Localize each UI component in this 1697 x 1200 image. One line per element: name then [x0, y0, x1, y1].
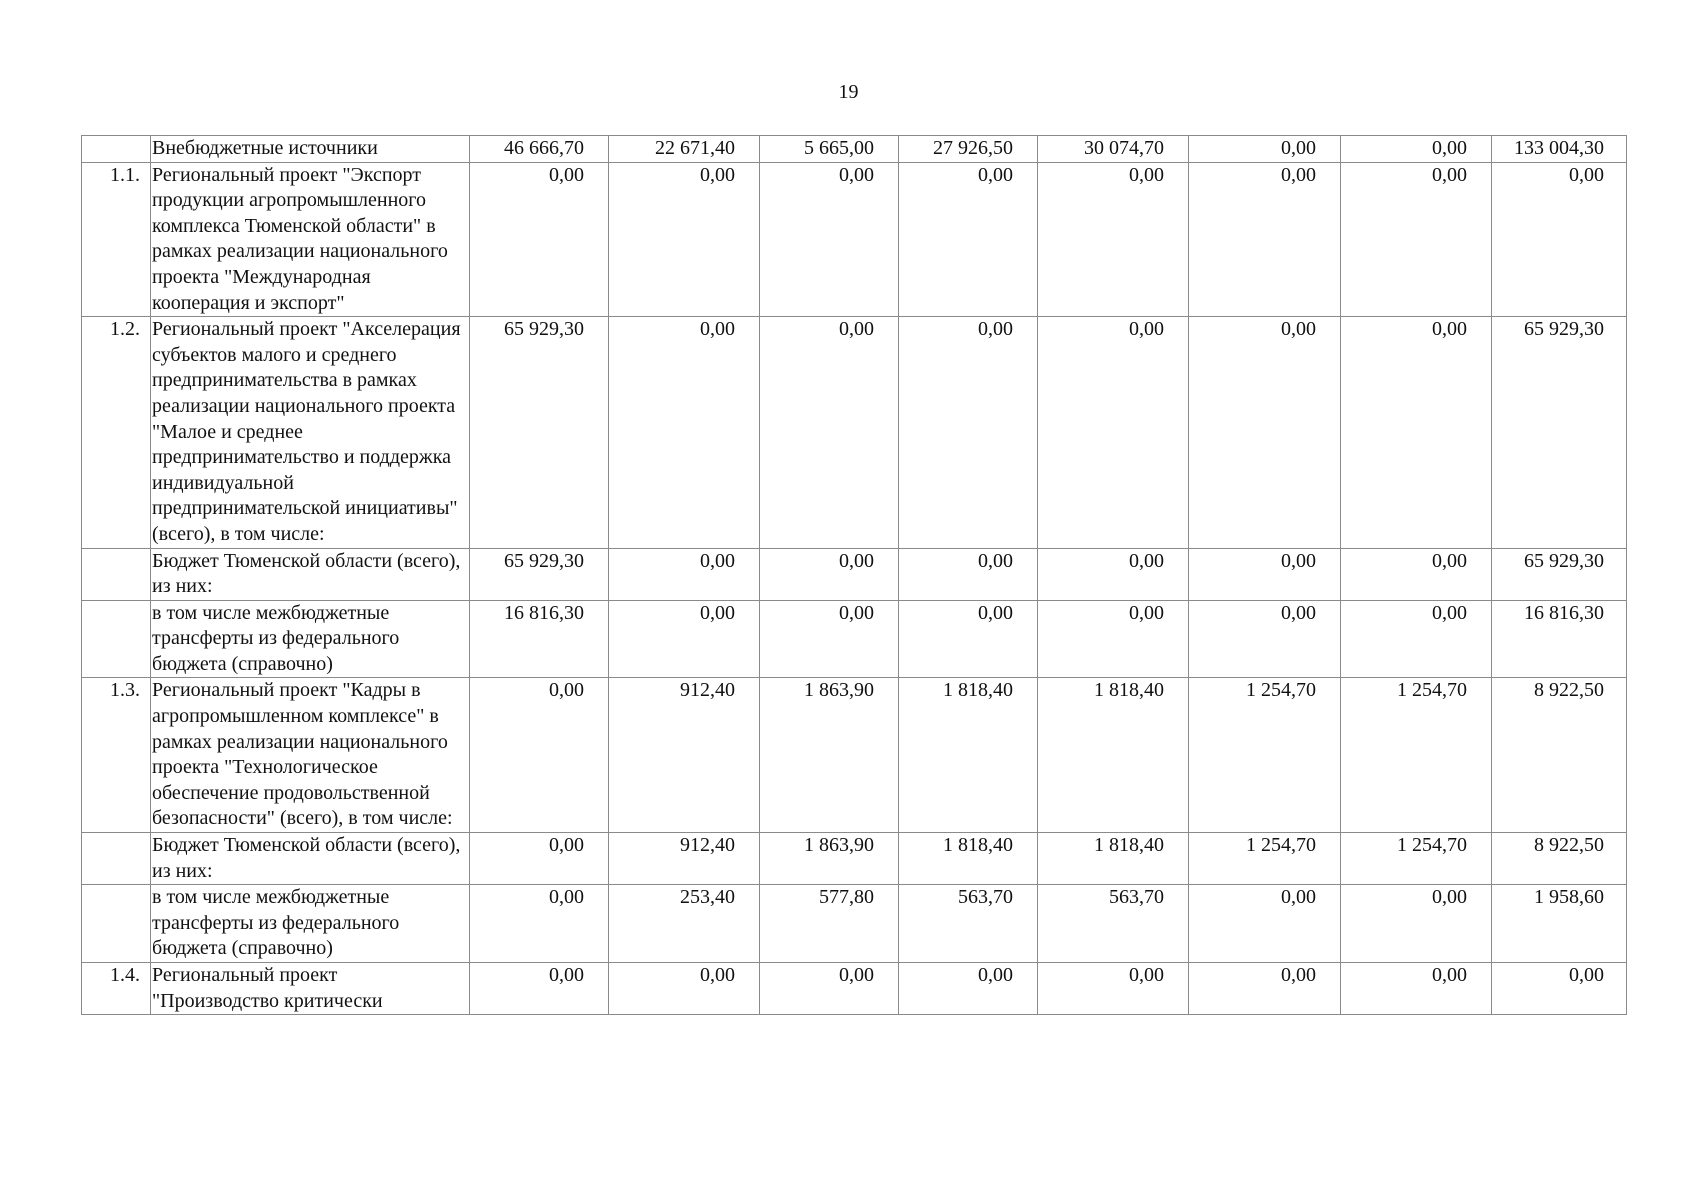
value-cell: 1 863,90 — [760, 833, 899, 885]
table-row — [82, 317, 1627, 548]
value-cell: 577,80 — [760, 885, 899, 963]
row-code — [82, 548, 151, 600]
value-cell: 0,00 — [1341, 162, 1492, 317]
total-value-cell: 8 922,50 — [1492, 833, 1627, 885]
value-cell: 0,00 — [899, 548, 1038, 600]
table-row — [82, 885, 1627, 963]
value-cell: 0,00 — [1038, 600, 1189, 678]
value-cell: 22 671,40 — [609, 136, 760, 163]
value-cell: 0,00 — [899, 162, 1038, 317]
value-cell: 0,00 — [470, 963, 609, 1015]
value-cell: 0,00 — [760, 317, 899, 548]
value-cell: 0,00 — [609, 317, 760, 548]
table-row — [82, 548, 1627, 600]
table-row — [82, 136, 1627, 163]
value-cell: 0,00 — [470, 833, 609, 885]
row-name: Внебюджетные источники — [151, 136, 470, 163]
value-cell: 0,00 — [1038, 548, 1189, 600]
value-cell: 0,00 — [1341, 963, 1492, 1015]
value-cell: 0,00 — [1341, 317, 1492, 548]
value-cell: 253,40 — [609, 885, 760, 963]
row-code — [82, 600, 151, 678]
value-cell: 0,00 — [760, 548, 899, 600]
value-cell: 0,00 — [1189, 548, 1341, 600]
value-cell: 0,00 — [470, 885, 609, 963]
page-number: 19 — [838, 81, 859, 103]
total-value-cell: 65 929,30 — [1492, 548, 1627, 600]
value-cell: 1 818,40 — [1038, 833, 1189, 885]
row-code: 1.4. — [82, 963, 151, 1015]
value-cell: 1 254,70 — [1341, 678, 1492, 833]
value-cell: 0,00 — [470, 678, 609, 833]
budget-table — [81, 135, 1627, 1015]
value-cell: 0,00 — [1341, 548, 1492, 600]
value-cell: 0,00 — [1341, 885, 1492, 963]
row-name: Региональный проект "Экспорт продукции агропромышленного комплекса Тюменской области" в рамках реализации национального проекта "Международная кооперация и экспорт" — [151, 162, 470, 317]
total-value-cell: 1 958,60 — [1492, 885, 1627, 963]
value-cell: 1 818,40 — [1038, 678, 1189, 833]
total-value-cell: 0,00 — [1492, 963, 1627, 1015]
row-code: 1.3. — [82, 678, 151, 833]
total-value-cell: 8 922,50 — [1492, 678, 1627, 833]
total-value-cell: 0,00 — [1492, 162, 1627, 317]
value-cell: 0,00 — [470, 162, 609, 317]
table-row — [82, 600, 1627, 678]
value-cell: 46 666,70 — [470, 136, 609, 163]
value-cell: 0,00 — [1038, 317, 1189, 548]
value-cell: 5 665,00 — [760, 136, 899, 163]
row-code — [82, 136, 151, 163]
value-cell: 0,00 — [899, 963, 1038, 1015]
row-name: в том числе межбюджетные трансферты из федерального бюджета (справочно) — [151, 885, 470, 963]
value-cell: 563,70 — [899, 885, 1038, 963]
value-cell: 65 929,30 — [470, 317, 609, 548]
value-cell: 1 863,90 — [760, 678, 899, 833]
value-cell: 1 818,40 — [899, 678, 1038, 833]
value-cell: 1 818,40 — [899, 833, 1038, 885]
value-cell: 65 929,30 — [470, 548, 609, 600]
total-value-cell: 133 004,30 — [1492, 136, 1627, 163]
row-code — [82, 833, 151, 885]
value-cell: 0,00 — [609, 162, 760, 317]
table-row — [82, 833, 1627, 885]
value-cell: 1 254,70 — [1341, 833, 1492, 885]
table-row — [82, 678, 1627, 833]
value-cell: 912,40 — [609, 678, 760, 833]
table-body — [82, 136, 1627, 1015]
value-cell: 0,00 — [1341, 136, 1492, 163]
row-name: Региональный проект "Кадры в агропромышленном комплексе" в рамках реализации национального проекта "Технологическое обеспечение продовольственной безопасности" (всего), в том числе: — [151, 678, 470, 833]
value-cell: 0,00 — [1189, 963, 1341, 1015]
value-cell: 0,00 — [1189, 317, 1341, 548]
value-cell: 0,00 — [1038, 963, 1189, 1015]
value-cell: 0,00 — [760, 963, 899, 1015]
value-cell: 0,00 — [760, 162, 899, 317]
total-value-cell: 16 816,30 — [1492, 600, 1627, 678]
value-cell: 0,00 — [1189, 885, 1341, 963]
value-cell: 1 254,70 — [1189, 833, 1341, 885]
value-cell: 563,70 — [1038, 885, 1189, 963]
value-cell: 1 254,70 — [1189, 678, 1341, 833]
total-value-cell: 65 929,30 — [1492, 317, 1627, 548]
row-name: в том числе межбюджетные трансферты из федерального бюджета (справочно) — [151, 600, 470, 678]
value-cell: 30 074,70 — [1038, 136, 1189, 163]
row-name: Региональный проект "Производство критически — [151, 963, 470, 1015]
value-cell: 0,00 — [899, 600, 1038, 678]
table-row — [82, 963, 1627, 1015]
value-cell: 0,00 — [760, 600, 899, 678]
value-cell: 0,00 — [899, 317, 1038, 548]
value-cell: 0,00 — [1038, 162, 1189, 317]
row-name: Бюджет Тюменской области (всего), из них: — [151, 548, 470, 600]
value-cell: 0,00 — [609, 548, 760, 600]
value-cell: 0,00 — [1189, 600, 1341, 678]
row-code — [82, 885, 151, 963]
row-code: 1.1. — [82, 162, 151, 317]
value-cell: 0,00 — [1341, 600, 1492, 678]
value-cell: 912,40 — [609, 833, 760, 885]
value-cell: 16 816,30 — [470, 600, 609, 678]
value-cell: 0,00 — [609, 600, 760, 678]
value-cell: 0,00 — [609, 963, 760, 1015]
value-cell: 0,00 — [1189, 162, 1341, 317]
row-code: 1.2. — [82, 317, 151, 548]
row-name: Региональный проект "Акселерация субъектов малого и среднего предпринимательства в рамках реализации национального проекта "Малое и среднее предпринимательство и поддержка индивидуальной предпринимательской инициативы" (всего), в том числе: — [151, 317, 470, 548]
table-row — [82, 162, 1627, 317]
value-cell: 27 926,50 — [899, 136, 1038, 163]
row-name: Бюджет Тюменской области (всего), из них: — [151, 833, 470, 885]
value-cell: 0,00 — [1189, 136, 1341, 163]
